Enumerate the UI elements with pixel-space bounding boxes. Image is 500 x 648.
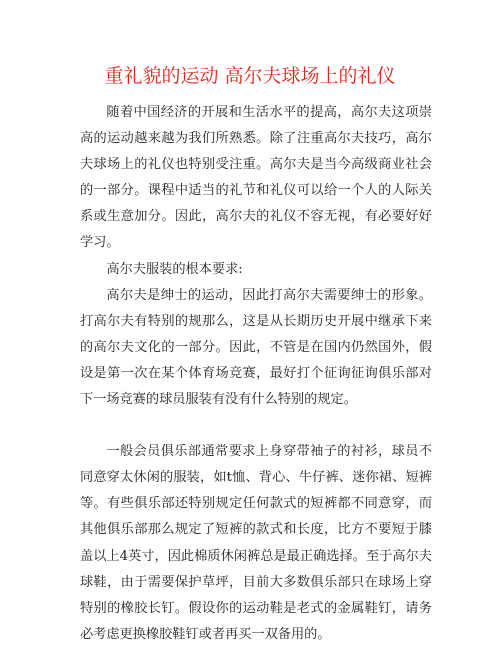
paragraph-gentleman: 高尔夫是绅士的运动，因此打高尔夫需要绅士的形象。打高尔夫有特别的规那么，这是从长期历史开展中继承下来的高尔夫文化的一部分。因此，不管是在国内仍然国外，假设是第一次在某个体育场竞赛，最好打个征询征询俱乐部对下一场竞赛的球员服装有没有什么特别的规定。	[80, 287, 432, 408]
document-body	[80, 100, 432, 648]
paragraph-heading: 高尔夫服装的根本要求:	[106, 261, 243, 277]
paragraph-dress-code: 一般会员俱乐部通常要求上身穿带袖子的衬衫，球员不同意穿太休闲的服装，如t恤、背心、牛仔裤、迷你裙、短裤等。有些俱乐部还特别规定任何款式的短裤都不同意穿，而其他俱乐部那么规定了短裤的款式和长度，比方不要短于膝盖以上4英寸，因此棉质休闲裤总是最正确选择。至于高尔夫球鞋，由于需要保护草坪，目前大多数俱乐部只在球场上穿特别的橡胶长钉。假设你的运动鞋是老式的金属鞋钉，请务必考虑更换橡胶鞋钉或者再买一双备用的。	[80, 444, 432, 642]
paragraph-intro: 随着中国经济的开展和生活水平的提高，高尔夫这项崇高的运动越来越为我们所熟悉。除了注重高尔夫技巧，高尔夫球场上的礼仪也特别受注重。高尔夫是当今高级商业社会的一部分。课程中适当的礼节和礼仪可以给一个人的人际关系或生意加分。因此，高尔夫的礼仪不容无视，有必要好好学习。	[80, 105, 432, 251]
document-title: 重礼貌的运动 高尔夫球场上的礼仪	[104, 65, 396, 87]
